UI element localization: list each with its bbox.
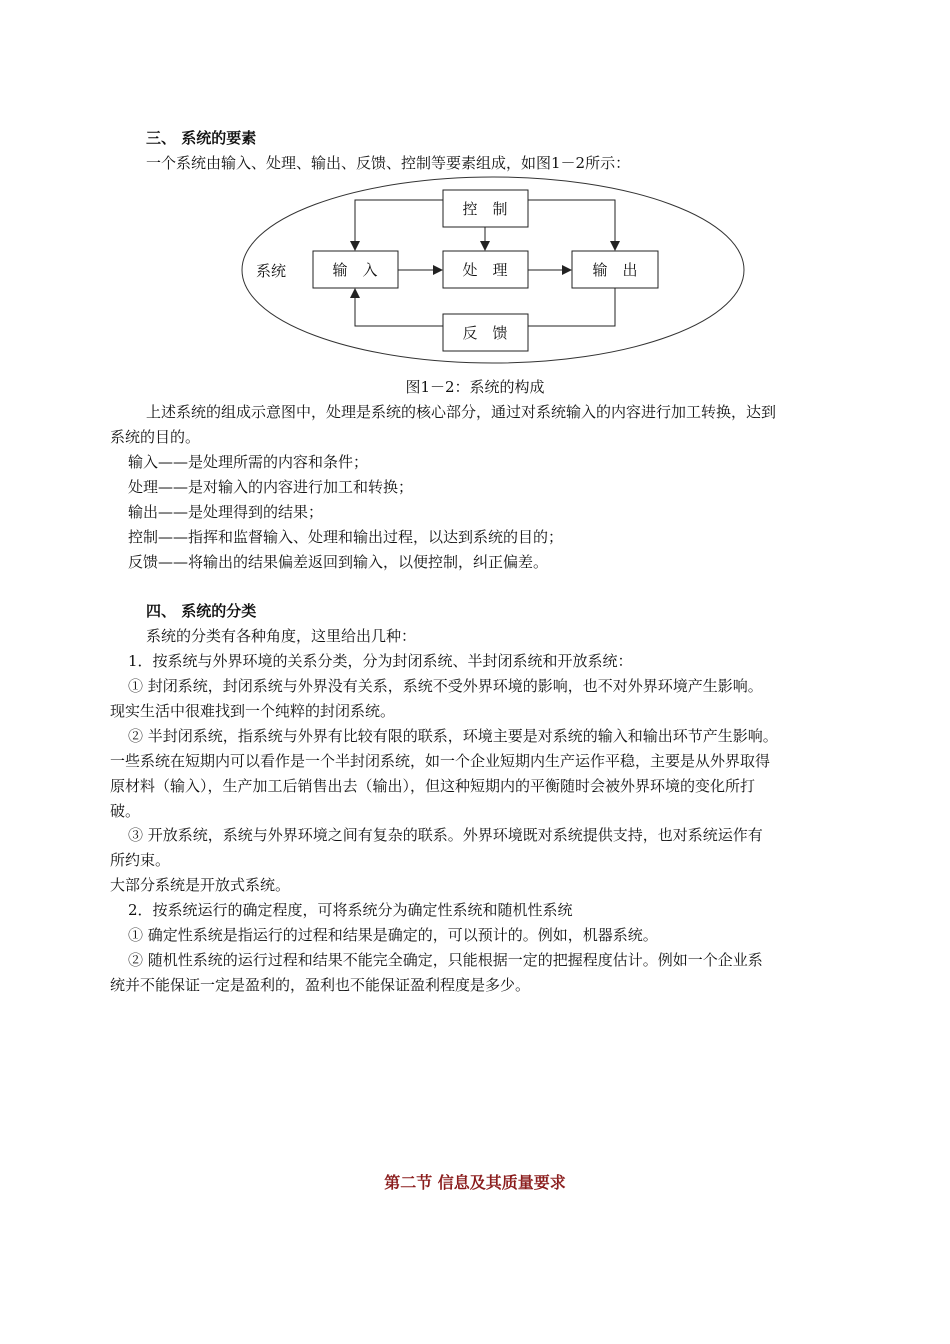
paragraph-line: 上述系统的组成示意图中，处理是系统的核心部分，通过对系统输入的内容进行加工转换，达到 xyxy=(146,403,777,421)
control-to-output-arrow xyxy=(528,200,615,250)
paragraph-line: 一些系统在短期内可以看作是一个半封闭系统，如一个企业短期内生产运作平稳，主要是从外界取得 xyxy=(110,752,771,770)
input-label: 输 入 xyxy=(332,261,378,279)
section-4-heading: 四、 系统的分类 xyxy=(146,602,257,620)
paragraph-line: ① 确定性系统是指运行的过程和结果是确定的，可以预计的。例如，机器系统。 xyxy=(128,926,658,944)
output-label: 输 出 xyxy=(592,261,638,279)
paragraph-line: ① 封闭系统，封闭系统与外界没有关系，系统不受外界环境的影响，也不对外界环境产生影响。 xyxy=(128,677,763,695)
paragraph-line: ② 半封闭系统，指系统与外界有比较有限的联系，环境主要是对系统的输入和输出环节产生影响。 xyxy=(128,727,778,745)
section-3-intro: 一个系统由输入、处理、输出、反馈、控制等要素组成，如图1－2所示： xyxy=(146,154,631,172)
feedback-to-input-arrow xyxy=(355,289,443,326)
classification-item-2: 2．按系统运行的确定程度，可将系统分为确定性系统和随机性系统 xyxy=(128,901,573,919)
process-label: 处 理 xyxy=(462,261,508,279)
paragraph-line: 原材料（输入），生产加工后销售出去（输出），但这种短期内的平衡随时会被外界环境的变化所打 xyxy=(110,777,756,795)
paragraph-line: ③ 开放系统，系统与外界环境之间有复杂的联系。外界环境既对系统提供支持，也对系统运作有 xyxy=(128,826,763,844)
section-3-heading: 三、 系统的要素 xyxy=(146,129,257,147)
figure-caption: 图1－2：系统的构成 xyxy=(405,378,545,396)
output-to-feedback-line xyxy=(528,288,615,326)
paragraph-line: 大部分系统是开放式系统。 xyxy=(110,876,291,894)
paragraph-line: 系统的目的。 xyxy=(110,428,201,446)
definition-feedback: 反馈——将输出的结果偏差返回到输入，以便控制，纠正偏差。 xyxy=(128,553,549,571)
definition-process: 处理——是对输入的内容进行加工和转换； xyxy=(128,478,414,496)
definition-input: 输入——是处理所需的内容和条件； xyxy=(128,453,369,471)
feedback-label: 反 馈 xyxy=(462,324,508,342)
paragraph-line: 破。 xyxy=(110,802,141,820)
control-to-input-arrow xyxy=(355,200,443,250)
paragraph-line: 现实生活中很难找到一个纯粹的封闭系统。 xyxy=(110,702,396,720)
paragraph-line: 所约束。 xyxy=(110,851,171,869)
system-label: 系统 xyxy=(256,262,287,280)
section-4-intro: 系统的分类有各种角度，这里给出几种： xyxy=(146,627,417,645)
paragraph-line: ② 随机性系统的运行过程和结果不能完全确定，只能根据一定的把握程度估计。例如一个企业系 xyxy=(128,951,763,969)
control-label: 控 制 xyxy=(462,200,508,218)
classification-item-1: 1．按系统与外界环境的关系分类，分为封闭系统、半封闭系统和开放系统： xyxy=(128,652,633,670)
paragraph-line: 统并不能保证一定是盈利的，盈利也不能保证盈利程度是多少。 xyxy=(110,976,531,994)
definition-control: 控制——指挥和监督输入、处理和输出过程，以达到系统的目的； xyxy=(128,528,564,546)
system-diagram xyxy=(0,0,950,400)
definition-output: 输出——是处理得到的结果； xyxy=(128,503,324,521)
section-2-title: 第二节 信息及其质量要求 xyxy=(384,1173,566,1192)
